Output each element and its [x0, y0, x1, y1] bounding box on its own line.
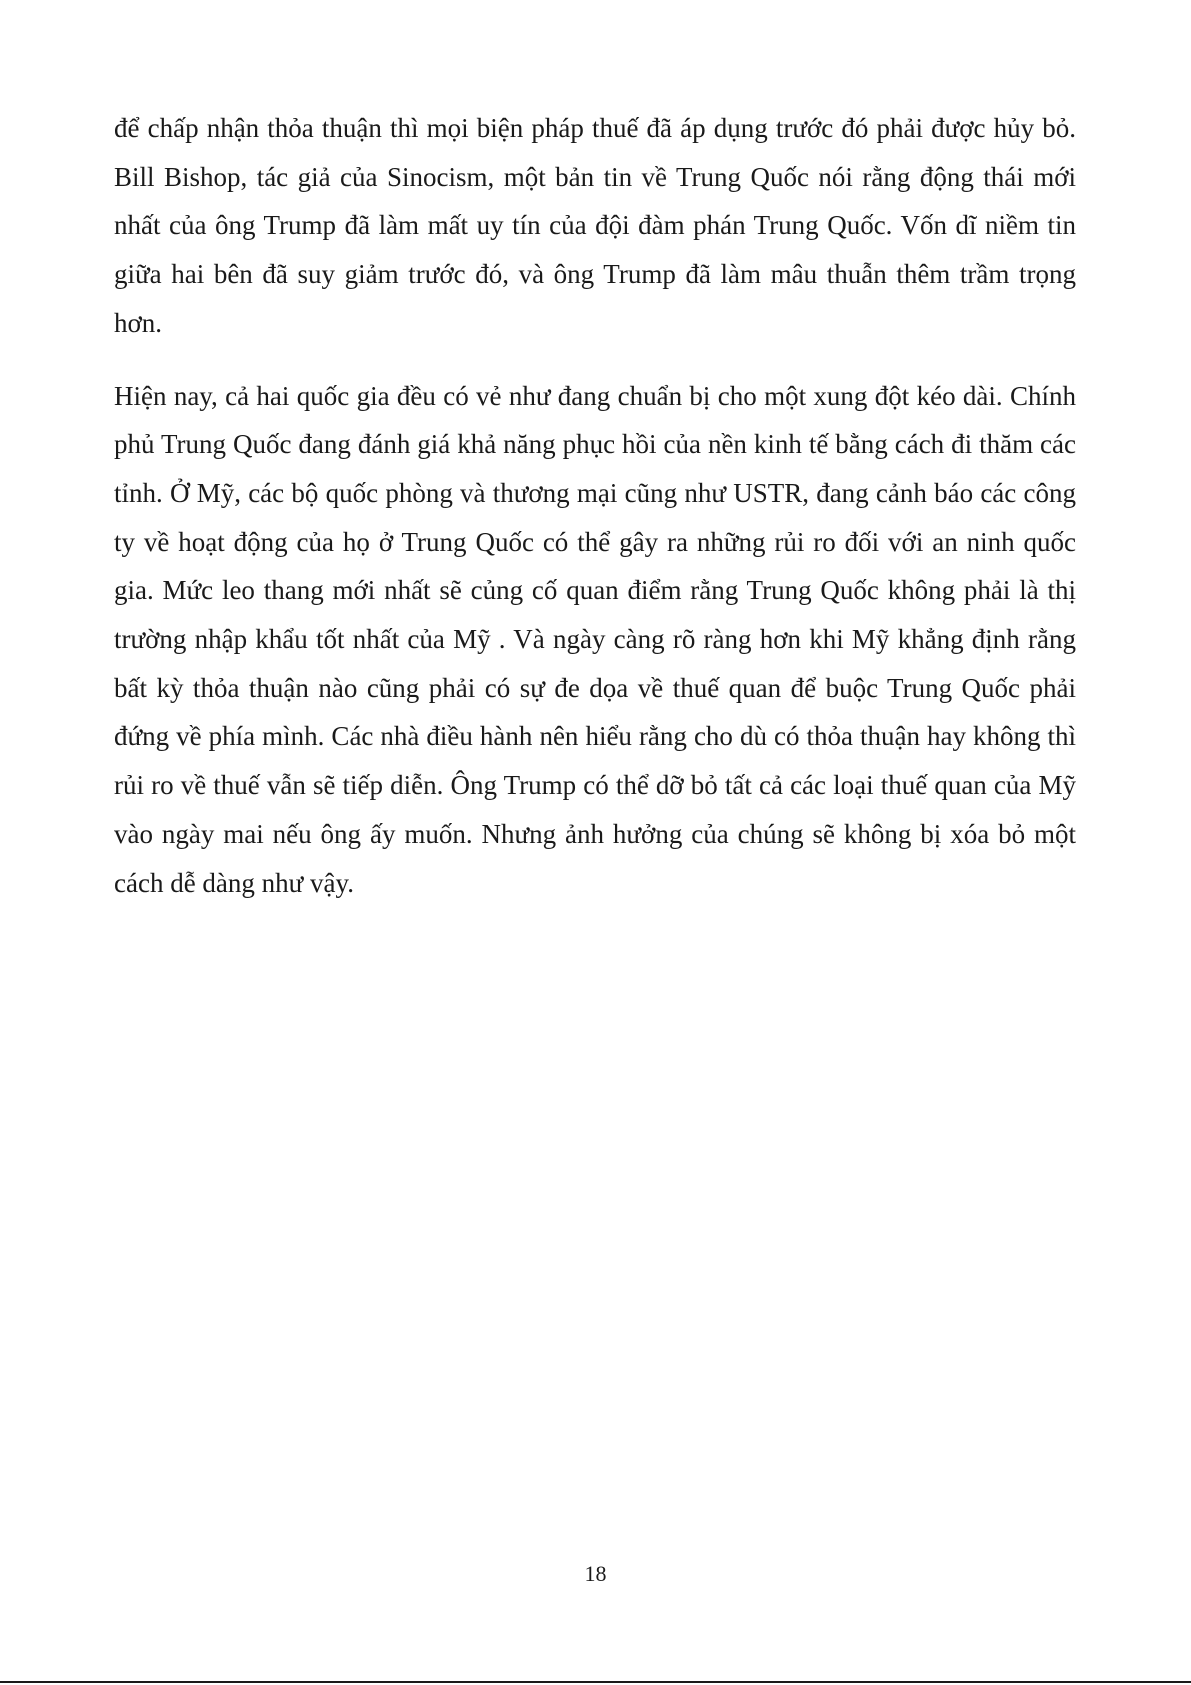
- paragraph-1: để chấp nhận thỏa thuận thì mọi biện pháp thuế đã áp dụng trước đó phải được hủy bỏ. Bill Bishop, tác giả của Sinocism, một bản tin về Trung Quốc nói rằng động thái mới nhất của ông Trump đã làm mất uy tín của đội đàm phán Trung Quốc. Vốn dĩ niềm tin giữa hai bên đã suy giảm trước đó, và ông Trump đã làm mâu thuẫn thêm trầm trọng hơn.: [114, 113, 1076, 338]
- page-number: 18: [584, 1561, 607, 1586]
- body-text: [114, 104, 1076, 907]
- paragraph-2: Hiện nay, cả hai quốc gia đều có vẻ như đang chuẩn bị cho một xung đột kéo dài. Chính phủ Trung Quốc đang đánh giá khả năng phục hồi của nền kinh tế bằng cách đi thăm các tỉnh. Ở Mỹ, các bộ quốc phòng và thương mại cũng như USTR, đang cảnh báo các công ty về hoạt động của họ ở Trung Quốc có thể gây ra những rủi ro đối với an ninh quốc gia. Mức leo thang mới nhất sẽ củng cố quan điểm rằng Trung Quốc không phải là thị trường nhập khẩu tốt nhất của Mỹ . Và ngày càng rõ ràng hơn khi Mỹ khẳng định rằng bất kỳ thỏa thuận nào cũng phải có sự đe dọa về thuế quan để buộc Trung Quốc phải đứng về phía mình. Các nhà điều hành nên hiểu rằng cho dù có thỏa thuận hay không thì rủi ro về thuế vẫn sẽ tiếp diễn. Ông Trump có thể dỡ bỏ tất cả các loại thuế quan của Mỹ vào ngày mai nếu ông ấy muốn. Nhưng ảnh hưởng của chúng sẽ không bị xóa bỏ một cách dễ dàng như vậy.: [114, 380, 1076, 898]
- bottom-divider: [0, 1681, 1191, 1683]
